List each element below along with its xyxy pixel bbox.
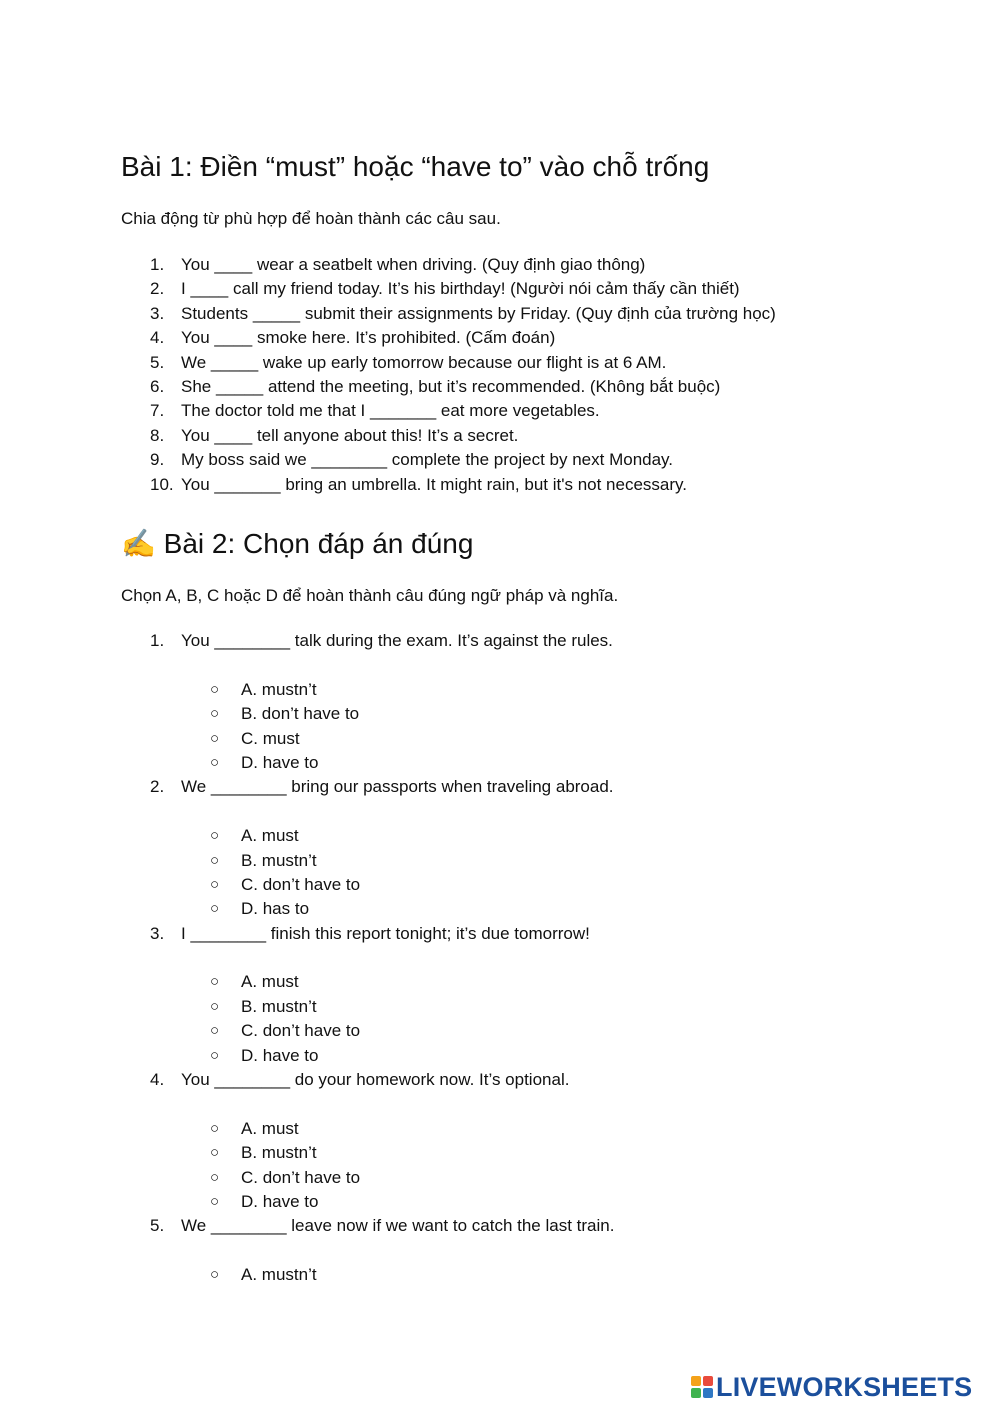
exercise-2-title: ✍️ Bài 2: Chọn đáp án đúng (121, 528, 474, 559)
question-number: 1. (150, 631, 165, 650)
spacer (0, 946, 999, 970)
list-item (0, 399, 999, 423)
option[interactable] (0, 702, 999, 726)
option[interactable] (0, 1263, 999, 1287)
list-item (0, 302, 999, 326)
item-text: Students _____ submit their assignments by Friday. (Quy định của trường học) (181, 303, 776, 323)
option-text: A. must (241, 1118, 299, 1138)
item-number: 7. (150, 401, 165, 421)
question-text: I ________ finish this report tonight; it’s due tomorrow! (181, 923, 590, 943)
option-text: A. must (241, 826, 299, 846)
option-text: B. mustn’t (241, 996, 317, 1016)
item-text: She _____ attend the meeting, but it’s recommended. (Không bắt buộc) (181, 376, 721, 396)
option[interactable] (0, 751, 999, 775)
option[interactable] (0, 873, 999, 897)
list-item (0, 351, 999, 375)
item-text: You _______ bring an umbrella. It might rain, but it's not necessary. (181, 474, 687, 494)
item-number: 5. (150, 352, 165, 372)
question-row (0, 629, 999, 653)
circle-bullet-icon: ○ (210, 1266, 220, 1284)
circle-bullet-icon: ○ (210, 973, 220, 991)
item-number: 1. (150, 255, 165, 274)
circle-bullet-icon: ○ (210, 997, 220, 1015)
spacer (0, 800, 999, 824)
item-text: You ____ wear a seatbelt when driving. (Quy định giao thông) (181, 255, 646, 274)
item-text: I ____ call my friend today. It’s his birthday! (Người nói cảm thấy cần thiết) (181, 279, 740, 299)
circle-bullet-icon: ○ (210, 753, 220, 771)
option-text: A. must (241, 972, 299, 992)
circle-bullet-icon: ○ (210, 1022, 220, 1040)
question-row (0, 775, 999, 799)
option-text: A. mustn’t (241, 1265, 317, 1285)
item-number: 9. (150, 450, 165, 470)
question-number: 2. (150, 777, 165, 797)
item-text: My boss said we ________ complete the project by next Monday. (181, 450, 674, 470)
option-text: D. have to (241, 1045, 319, 1065)
option[interactable] (0, 970, 999, 994)
option[interactable] (0, 1166, 999, 1190)
circle-bullet-icon: ○ (210, 1168, 220, 1186)
option-text: B. don’t have to (241, 704, 360, 724)
option[interactable] (0, 995, 999, 1019)
list-item (0, 448, 999, 472)
question-text: We ________ bring our passports when traveling abroad. (181, 777, 614, 797)
option-text: C. don’t have to (241, 874, 361, 894)
option-text: C. don’t have to (241, 1167, 361, 1187)
question-number: 4. (150, 1070, 165, 1090)
question-row (0, 922, 999, 946)
option[interactable] (0, 1141, 999, 1165)
option-text: D. has to (241, 899, 310, 919)
item-number: 2. (150, 279, 165, 299)
list-item (0, 375, 999, 399)
item-number: 3. (150, 303, 165, 323)
liveworksheets-logo[interactable] (691, 1372, 991, 1402)
exercise-1-title: Bài 1: Điền “must” hoặc “have to” vào chỗ trống (121, 151, 710, 182)
circle-bullet-icon: ○ (210, 827, 220, 845)
logo-square-red (703, 1376, 713, 1386)
spacer (0, 1239, 999, 1263)
option-text: B. mustn’t (241, 1143, 317, 1163)
circle-bullet-icon: ○ (210, 1144, 220, 1162)
question (0, 629, 999, 775)
circle-bullet-icon: ○ (210, 851, 220, 869)
option-text: A. mustn’t (241, 679, 317, 699)
option-text: C. don’t have to (241, 1021, 361, 1041)
option-text: D. have to (241, 752, 319, 772)
question-text: You ________ do your homework now. It’s optional. (181, 1070, 570, 1090)
circle-bullet-icon: ○ (210, 705, 220, 723)
exercise-2-instruction: Chọn A, B, C hoặc D để hoàn thành câu đúng ngữ pháp và nghĩa. (121, 586, 619, 605)
question-text: You ________ talk during the exam. It’s against the rules. (181, 631, 613, 650)
circle-bullet-icon: ○ (210, 900, 220, 918)
spacer (0, 1092, 999, 1116)
list-item (0, 253, 999, 277)
exercise-1-list (0, 253, 999, 497)
option-text: C. must (241, 728, 300, 748)
option[interactable] (0, 727, 999, 751)
question-number: 3. (150, 923, 165, 943)
circle-bullet-icon: ○ (210, 680, 220, 698)
item-number: 6. (150, 376, 165, 396)
list-item (0, 326, 999, 350)
list-item (0, 277, 999, 301)
logo-square-orange (691, 1376, 701, 1386)
question-number: 5. (150, 1216, 165, 1236)
question-row (0, 1214, 999, 1238)
circle-bullet-icon: ○ (210, 1046, 220, 1064)
option[interactable] (0, 849, 999, 873)
logo-square-green (691, 1388, 701, 1398)
circle-bullet-icon: ○ (210, 875, 220, 893)
option[interactable] (0, 1044, 999, 1068)
option-text: B. mustn’t (241, 850, 317, 870)
option-text: D. have to (241, 1191, 319, 1211)
question (0, 775, 999, 921)
item-number: 8. (150, 425, 165, 445)
spacer (0, 653, 999, 677)
exercise-1-instruction: Chia động từ phù hợp để hoàn thành các câu sau. (121, 209, 501, 228)
option[interactable] (0, 1117, 999, 1141)
list-item (0, 473, 999, 497)
question (0, 1214, 999, 1287)
question-row (0, 1068, 999, 1092)
option[interactable] (0, 678, 999, 702)
question (0, 922, 999, 1068)
item-text: You ____ smoke here. It’s prohibited. (Cấm đoán) (181, 328, 556, 348)
item-text: You ____ tell anyone about this! It’s a secret. (181, 425, 519, 445)
question (0, 1068, 999, 1214)
liveworksheets-logo-icon (691, 1376, 713, 1398)
item-number: 10. (150, 474, 174, 494)
circle-bullet-icon: ○ (210, 1192, 220, 1210)
question-text: We ________ leave now if we want to catch the last train. (181, 1216, 615, 1236)
item-number: 4. (150, 328, 165, 348)
circle-bullet-icon: ○ (210, 729, 220, 747)
option[interactable] (0, 897, 999, 921)
exercise-2-list (0, 629, 999, 1288)
circle-bullet-icon: ○ (210, 1119, 220, 1137)
option[interactable] (0, 1190, 999, 1214)
option[interactable] (0, 824, 999, 848)
list-item (0, 424, 999, 448)
logo-text: LIVEWORKSHEETS (716, 1372, 973, 1402)
logo-square-blue (703, 1388, 713, 1398)
item-text: We _____ wake up early tomorrow because our flight is at 6 AM. (181, 352, 667, 372)
item-text: The doctor told me that I _______ eat more vegetables. (181, 401, 600, 421)
option[interactable] (0, 1019, 999, 1043)
